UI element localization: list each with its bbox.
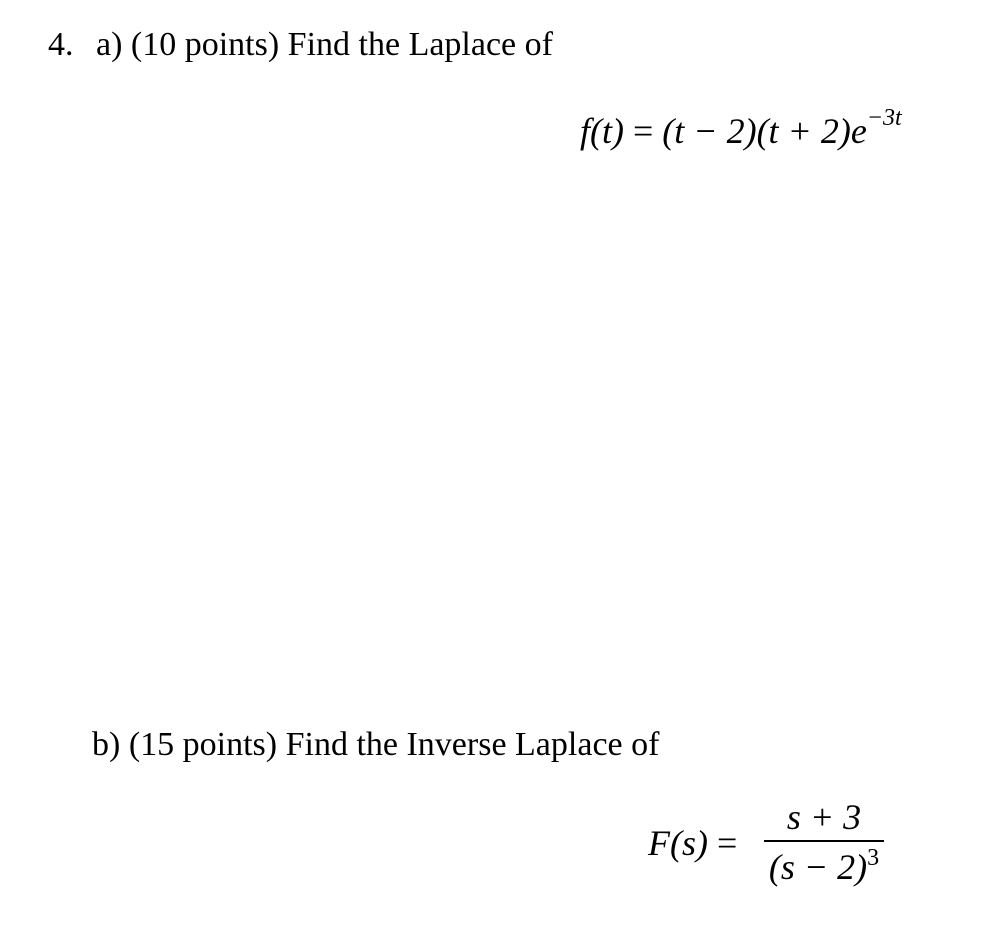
part-b-lhs: F(s): [648, 823, 708, 863]
part-b-fraction: [764, 796, 884, 888]
part-a-rhs: (t − 2)(t + 2)e: [662, 111, 867, 151]
part-a-prompt: a) (10 points) Find the Laplace of: [96, 26, 553, 63]
part-a-lhs: f(t): [580, 111, 624, 151]
part-b-numerator: s + 3: [786, 797, 862, 837]
question-number: 4.: [48, 26, 74, 63]
part-b-equals: =: [716, 823, 738, 863]
part-b-lhs-group: [648, 822, 737, 864]
part-a-equals: =: [632, 111, 654, 151]
fraction-bar: [764, 840, 884, 842]
part-b-denominator-exponent: 3: [867, 845, 880, 871]
part-b-denominator: [764, 846, 884, 888]
part-a-exponent: −3t: [866, 105, 902, 131]
part-b-prompt: b) (15 points) Find the Inverse Laplace of: [92, 726, 660, 763]
part-b-denominator-main: (s − 2): [768, 847, 868, 887]
part-a-equation: [580, 105, 902, 152]
